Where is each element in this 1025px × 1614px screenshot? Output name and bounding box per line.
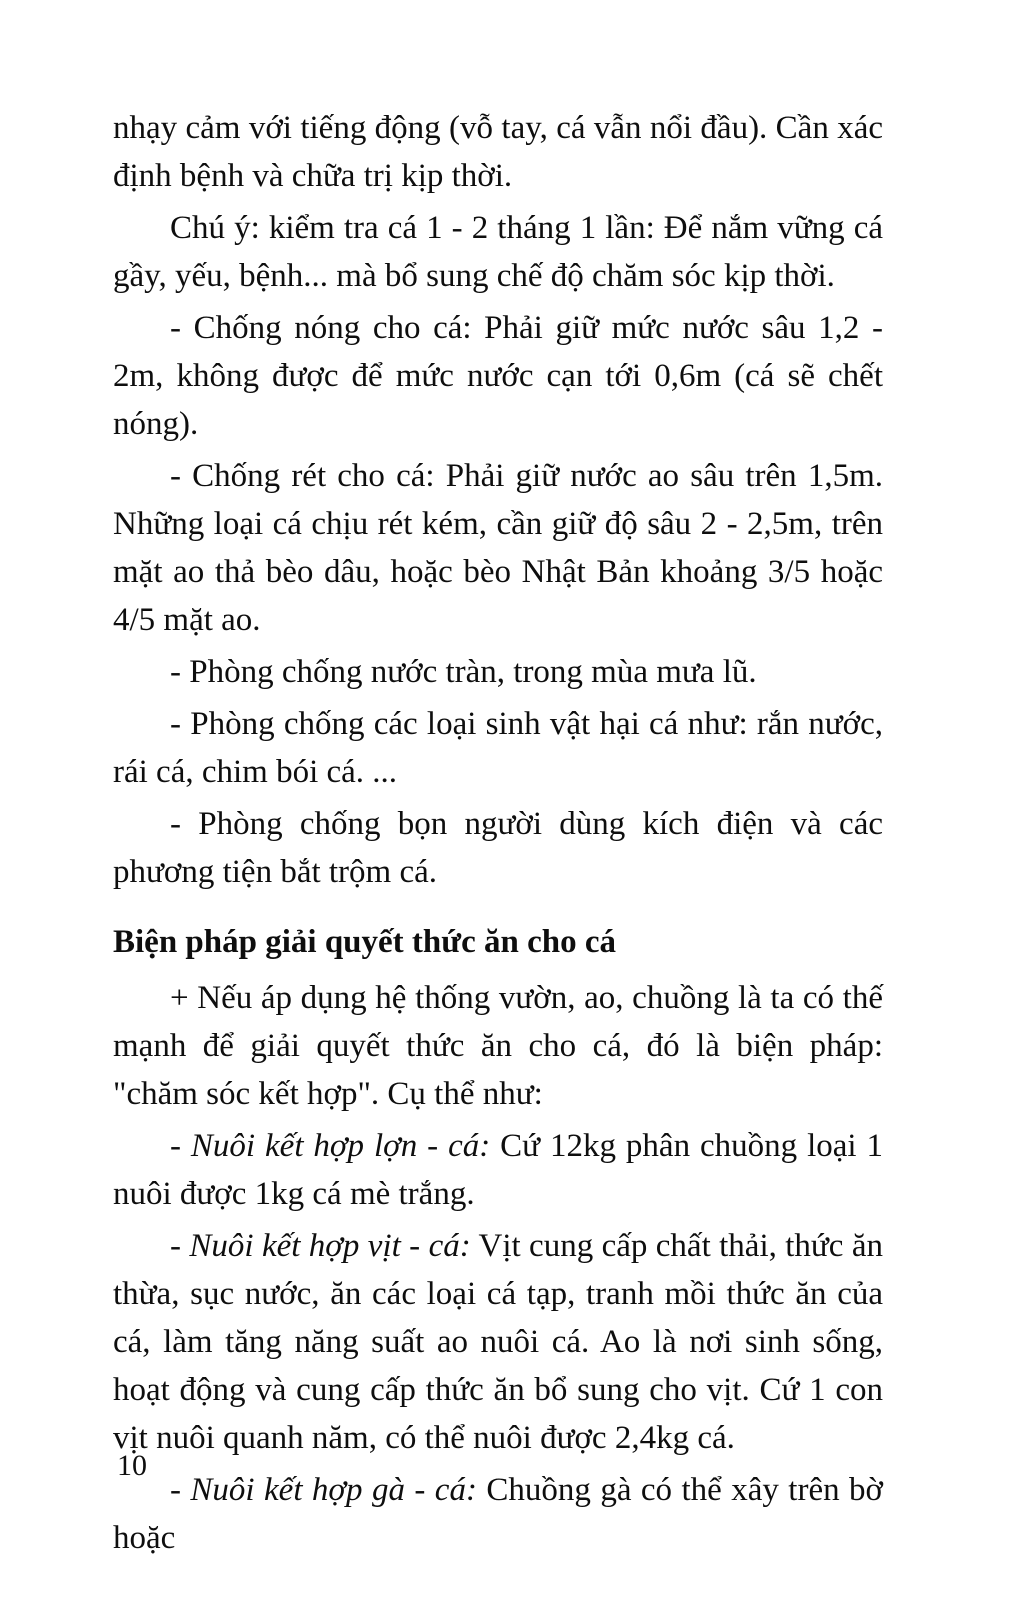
paragraph-text: Vịt cung cấp chất thải, thức ăn thừa, sục nước, ăn các loại cá tạp, tranh mồi thức ăn của cá, làm tăng năng suất ao nuôi cá. Ao là nơi sinh sống, hoạt động và cung cấp thức ăn bổ sung cho vịt. Cứ 1 con vịt nuôi quanh năm, có thể nuôi được 2,4kg cá. [113, 1228, 883, 1456]
paragraph-text: - Phòng chống các loại sinh vật hại cá như: rắn nước, rái cá, chim bói cá. ... [113, 706, 883, 790]
paragraph-text: Cứ 12kg phân chuồng loại 1 nuôi được 1kg cá mè trắng. [113, 1128, 883, 1212]
paragraph [113, 648, 883, 696]
paragraph-text: + Nếu áp dụng hệ thống vườn, ao, chuồng là ta có thế mạnh để giải quyết thức ăn cho cá, đó là biện pháp: "chăm sóc kết hợp". Cụ thể như: [113, 980, 883, 1112]
paragraph [113, 304, 883, 448]
paragraph [113, 974, 883, 1118]
paragraph-text: nhạy cảm với tiếng động (vỗ tay, cá vẫn nổi đầu). Cần xác định bệnh và chữa trị kịp thời. [113, 110, 883, 194]
paragraph [113, 104, 883, 200]
paragraph-text: - Chống nóng cho cá: Phải giữ mức nước sâu 1,2 - 2m, không được để mức nước cạn tới 0,6m (cá sẽ chết nóng). [113, 310, 883, 442]
paragraph-text-italic: Nuôi kết hợp gà - cá: [190, 1472, 477, 1508]
page-content [113, 104, 883, 1566]
paragraph-text: - [170, 1472, 191, 1508]
paragraph [113, 800, 883, 896]
paragraph [113, 1222, 883, 1462]
paragraph-text: Chuồng gà có thể xây trên bờ hoặc [113, 1472, 883, 1556]
paragraph-text: - [170, 1128, 191, 1164]
paragraph-text: - Chống rét cho cá: Phải giữ nước ao sâu trên 1,5m. Những loại cá chịu rét kém, cần giữ độ sâu 2 - 2,5m, trên mặt ao thả bèo dâu, hoặc bèo Nhật Bản khoảng 3/5 hoặc 4/5 mặt ao. [113, 458, 883, 638]
paragraph-text-italic: Nuôi kết hợp lợn - cá: [190, 1128, 491, 1164]
paragraph-text: Chú ý: kiểm tra cá 1 - 2 tháng 1 lần: Để nắm vững cá gầy, yếu, bệnh... mà bổ sung chế độ chăm sóc kịp thời. [113, 210, 883, 294]
paragraph [113, 452, 883, 644]
paragraph [113, 1122, 883, 1218]
paragraph-text: - Phòng chống nước tràn, trong mùa mưa lũ. [170, 654, 757, 690]
paragraph [113, 700, 883, 796]
paragraph [113, 1466, 883, 1562]
paragraph-text: - Phòng chống bọn người dùng kích điện và các phương tiện bắt trộm cá. [113, 806, 883, 890]
paragraph-text: Biện pháp giải quyết thức ăn cho cá [113, 924, 616, 960]
page-number: 10 [117, 1449, 147, 1482]
section-heading [113, 918, 883, 966]
paragraph-text-italic: Nuôi kết hợp vịt - cá: [189, 1228, 471, 1264]
paragraph-text: - [170, 1228, 190, 1264]
paragraph [113, 204, 883, 300]
